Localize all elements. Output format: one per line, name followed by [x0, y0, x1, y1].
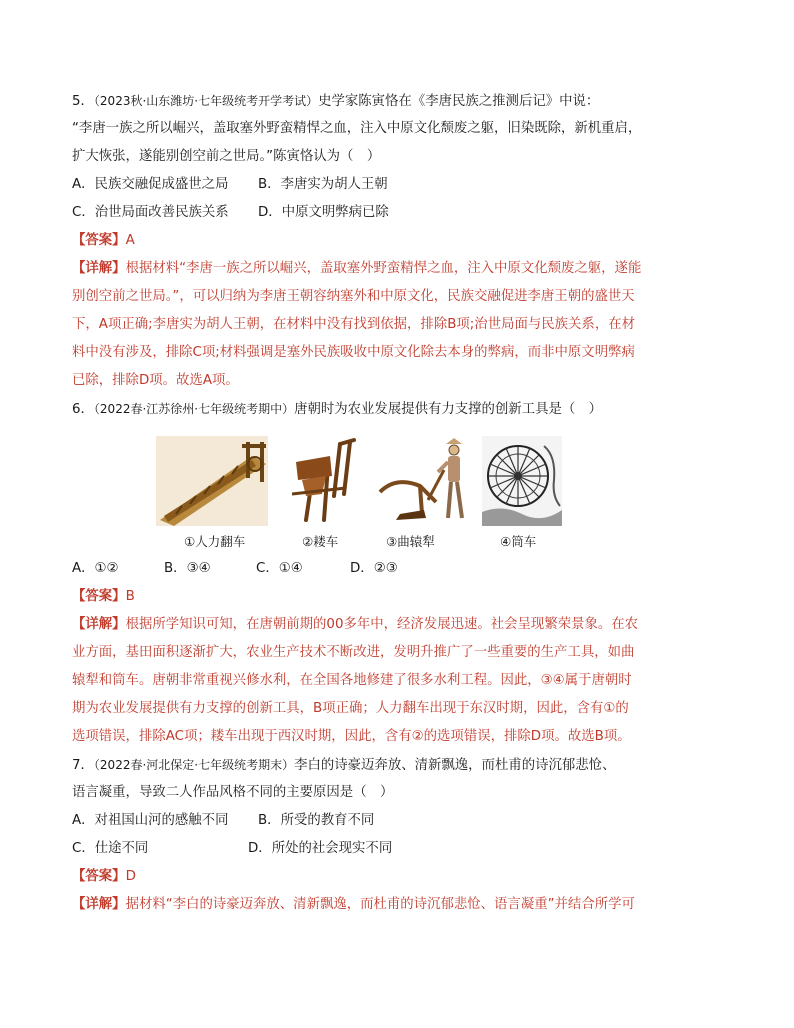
- q6-detail-line2: 业方面，基田面积逐渐扩大，农业生产技术不断改进，发明升推广了一些重要的生产工具，如曲: [72, 645, 635, 660]
- q7-source: （2022春·河北保定·七年级统考期末）: [93, 758, 295, 772]
- q7-detail-label: 【详解】: [72, 897, 126, 912]
- q7-detail-text-1: 据材料“李白的诗豪迈奔放、清新飘逸，而杜甫的诗沉郁悲怆、语言凝重”并结合所学可: [125, 897, 635, 912]
- q7-answer-value: D: [125, 869, 136, 884]
- q5-source: （2023秋·山东潍坊·七年级统考开学考试）: [93, 94, 319, 108]
- q6-option-d: D．②③: [350, 561, 398, 576]
- water-wheel-image: [482, 436, 562, 526]
- q5-stem-line1: [72, 92, 599, 111]
- chain-pump-image: [156, 436, 268, 526]
- q6-detail-line1: [72, 616, 638, 634]
- q6-detail-line4: 期为农业发展提供有力支撑的创新工具，B项正确；人力翻车出现于东汉时期，因此，含有①的: [72, 701, 629, 716]
- seed-drill-image: [284, 436, 364, 526]
- q6-detail-line5: 选项错误，排除AC项；耧车出现于西汉时期，因此，含有②的选项错误，排除D项。故选B项。: [72, 729, 631, 744]
- q6-option-c: C．①④: [256, 561, 303, 576]
- q7-option-c: C．仕途不同: [72, 841, 149, 856]
- q6-detail-line3: 辕犁和筒车。唐朝非常重视兴修水利，在全国各地修建了很多水利工程。因此，③④属于唐朝时: [72, 673, 632, 688]
- q5-answer-value: A: [125, 233, 135, 248]
- q5-number: 5．: [72, 94, 94, 109]
- q5-detail-line2: 别创空前之世局。”，可以归纳为李唐王朝容纳塞外和中原文化，民族交融促进李唐王朝的盛世天: [72, 289, 635, 304]
- q5-option-a: A．民族交融促成盛世之局: [72, 177, 229, 192]
- q7-detail-line1: [72, 896, 635, 914]
- q6-option-a: A．①②: [72, 561, 119, 576]
- q5-option-b: B．李唐实为胡人王朝: [258, 177, 388, 192]
- q7-option-d: D．所处的社会现实不同: [248, 841, 393, 856]
- q5-answer-label: 【答案】: [72, 233, 126, 248]
- q5-stem: 史学家陈寅恪在《李唐民族之推测后记》中说：: [318, 94, 600, 109]
- q5-detail-line5: 已除，排除D项。故选A项。: [72, 373, 239, 388]
- q6-answer-value: B: [125, 589, 135, 604]
- q5-option-d: D．中原文明弊病已除: [258, 205, 389, 220]
- q5-answer: [72, 232, 135, 250]
- q6-answer: [72, 588, 135, 606]
- q6-source: （2022春·江苏徐州·七年级统考期中）: [93, 402, 295, 416]
- tools-figure: [156, 436, 576, 551]
- q5-stem-line2: “李唐一族之所以崛兴，盖取塞外野蛮精悍之血，注入中原文化颓废之躯，旧染既除，新机重启，: [72, 121, 642, 136]
- q6-stem-line1: [72, 400, 602, 419]
- caption-curved-plow: ③曲辕犁: [386, 534, 435, 549]
- q5-stem-line3: 扩大恢张，遂能别创空前之世局。”陈寅恪认为（ ）: [72, 149, 381, 164]
- q6-detail-label: 【详解】: [72, 617, 126, 632]
- caption-chain-pump: ①人力翻车: [184, 534, 246, 549]
- q7-answer: [72, 868, 136, 886]
- q5-option-c: C．治世局面改善民族关系: [72, 205, 229, 220]
- q7-stem: 李白的诗豪迈奔放、清新飘逸，而杜甫的诗沉郁悲怆、: [294, 758, 616, 773]
- q6-stem: 唐朝时为农业发展提供有力支撑的创新工具是（ ）: [294, 402, 603, 417]
- curved-plow-image: [376, 436, 472, 526]
- q5-detail-label: 【详解】: [72, 261, 126, 276]
- q5-detail-text-1: 根据材料“李唐一族之所以崛兴，盖取塞外野蛮精悍之血，注入中原文化颓废之躯，遂能: [125, 261, 642, 276]
- q6-option-b: B．③④: [164, 561, 211, 576]
- q5-detail-line1: [72, 260, 641, 278]
- q7-stem-line2: 语言凝重，导致二人作品风格不同的主要原因是（ ）: [72, 785, 394, 800]
- q7-number: 7．: [72, 758, 94, 773]
- caption-seed-drill: ②耧车: [302, 534, 339, 549]
- q5-detail-line3: 下，A项正确;李唐实为胡人王朝，在材料中没有找到依据，排除B项;治世局面与民族关系，在材: [72, 317, 635, 332]
- q6-detail-text-1: 根据所学知识可知，在唐朝前期的00多年中，经济发展迅速。社会呈现繁荣景象。在农: [125, 617, 639, 632]
- q7-stem-line1: [72, 756, 615, 775]
- q6-answer-label: 【答案】: [72, 589, 126, 604]
- caption-water-wheel: ④筒车: [500, 534, 537, 549]
- q5-detail-line4: 料中没有涉及，排除C项;材料强调是塞外民族吸收中原文化除去本身的弊病，而非中原文明弊病: [72, 345, 635, 360]
- q7-answer-label: 【答案】: [72, 869, 126, 884]
- q6-number: 6．: [72, 402, 94, 417]
- q7-option-a: A．对祖国山河的感触不同: [72, 813, 229, 828]
- q7-option-b: B．所受的教育不同: [258, 813, 375, 828]
